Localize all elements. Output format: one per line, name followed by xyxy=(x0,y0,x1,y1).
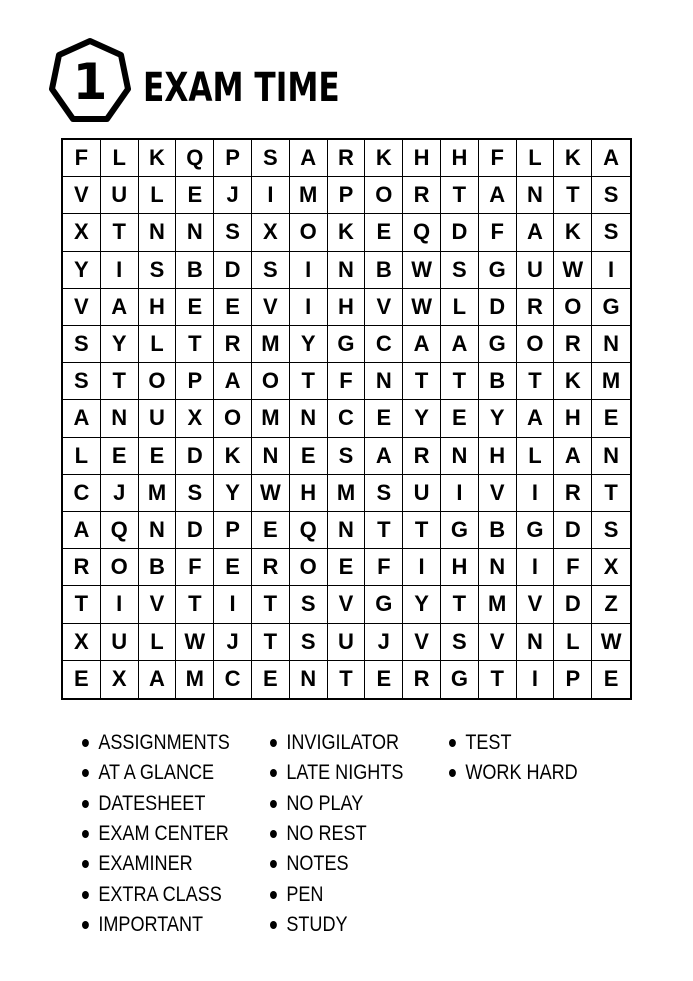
grid-cell[interactable]: T xyxy=(63,586,101,623)
grid-cell[interactable]: R xyxy=(554,326,592,363)
grid-cell[interactable]: J xyxy=(214,624,252,661)
grid-cell[interactable]: N xyxy=(592,326,630,363)
grid-cell[interactable]: E xyxy=(290,438,328,475)
grid-cell[interactable]: R xyxy=(328,140,366,177)
grid-cell[interactable]: N xyxy=(517,624,555,661)
word-label: INVIGILATOR xyxy=(286,731,400,755)
word-list-item xyxy=(82,728,230,758)
grid-cell[interactable]: A xyxy=(139,661,177,698)
grid-cell[interactable]: A xyxy=(365,438,403,475)
grid-cell[interactable]: S xyxy=(441,624,479,661)
grid-cell[interactable]: V xyxy=(479,475,517,512)
grid-cell[interactable]: N xyxy=(441,438,479,475)
grid-cell[interactable]: A xyxy=(214,363,252,400)
grid-cell[interactable]: F xyxy=(479,214,517,251)
grid-cell[interactable]: Q xyxy=(101,512,139,549)
grid-cell[interactable]: E xyxy=(328,549,366,586)
bullet-icon xyxy=(82,860,89,868)
grid-cell[interactable]: E xyxy=(214,289,252,326)
grid-cell[interactable]: I xyxy=(214,586,252,623)
grid-cell[interactable]: N xyxy=(101,400,139,437)
bullet-icon xyxy=(270,921,277,929)
grid-cell[interactable]: X xyxy=(101,661,139,698)
bullet-icon xyxy=(449,739,456,747)
grid-cell[interactable]: I xyxy=(290,252,328,289)
grid-cell[interactable]: D xyxy=(176,512,214,549)
grid-cell[interactable]: W xyxy=(403,289,441,326)
grid-cell[interactable]: L xyxy=(139,624,177,661)
grid-cell[interactable]: U xyxy=(139,400,177,437)
grid-cell[interactable]: Q xyxy=(290,512,328,549)
grid-cell[interactable]: F xyxy=(328,363,366,400)
grid-cell[interactable]: R xyxy=(252,549,290,586)
grid-cell[interactable]: N xyxy=(139,214,177,251)
grid-cell[interactable]: S xyxy=(365,475,403,512)
grid-cell[interactable]: I xyxy=(403,549,441,586)
grid-cell[interactable]: M xyxy=(252,400,290,437)
grid-cell[interactable]: N xyxy=(139,512,177,549)
grid-cell[interactable]: A xyxy=(517,400,555,437)
grid-cell[interactable]: N xyxy=(290,400,328,437)
grid-cell[interactable]: Q xyxy=(403,214,441,251)
grid-cell[interactable]: D xyxy=(554,586,592,623)
grid-cell[interactable]: S xyxy=(328,438,366,475)
word-list-item xyxy=(270,819,403,849)
grid-cell[interactable]: K xyxy=(554,140,592,177)
grid-cell[interactable]: T xyxy=(441,586,479,623)
grid-cell[interactable]: E xyxy=(63,661,101,698)
grid-cell[interactable]: A xyxy=(479,177,517,214)
word-label: PEN xyxy=(286,882,324,906)
grid-cell[interactable]: N xyxy=(365,363,403,400)
grid-cell[interactable]: I xyxy=(290,289,328,326)
grid-cell[interactable]: H xyxy=(139,289,177,326)
grid-cell[interactable]: X xyxy=(63,624,101,661)
grid-cell[interactable]: G xyxy=(365,586,403,623)
word-list-item xyxy=(270,728,403,758)
grid-cell[interactable]: T xyxy=(101,363,139,400)
grid-cell[interactable]: I xyxy=(517,549,555,586)
grid-cell[interactable]: T xyxy=(252,586,290,623)
grid-cell[interactable]: E xyxy=(441,400,479,437)
grid-cell[interactable]: O xyxy=(252,363,290,400)
grid-cell[interactable]: R xyxy=(63,549,101,586)
grid-cell[interactable]: T xyxy=(101,214,139,251)
grid-cell[interactable]: F xyxy=(365,549,403,586)
grid-cell[interactable]: E xyxy=(176,177,214,214)
grid-cell[interactable]: R xyxy=(403,177,441,214)
grid-cell[interactable]: M xyxy=(176,661,214,698)
grid-cell[interactable]: M xyxy=(252,326,290,363)
grid-cell[interactable]: L xyxy=(139,326,177,363)
grid-cell[interactable]: N xyxy=(328,512,366,549)
grid-cell[interactable]: W xyxy=(176,624,214,661)
grid-cell[interactable]: E xyxy=(139,438,177,475)
grid-cell[interactable]: O xyxy=(101,549,139,586)
word-label: NO REST xyxy=(286,822,367,846)
grid-cell[interactable]: S xyxy=(139,252,177,289)
grid-cell[interactable]: I xyxy=(101,586,139,623)
grid-cell[interactable]: H xyxy=(403,140,441,177)
grid-cell[interactable]: N xyxy=(479,549,517,586)
grid-cell[interactable]: G xyxy=(479,326,517,363)
word-label: EXAM CENTER xyxy=(98,822,229,846)
grid-cell[interactable]: S xyxy=(63,363,101,400)
grid-cell[interactable]: T xyxy=(517,363,555,400)
grid-cell[interactable]: M xyxy=(328,475,366,512)
grid-cell[interactable]: A xyxy=(403,326,441,363)
grid-cell[interactable]: V xyxy=(252,289,290,326)
grid-cell[interactable]: N xyxy=(517,177,555,214)
grid-cell[interactable]: H xyxy=(441,140,479,177)
word-label: LATE NIGHTS xyxy=(286,761,404,785)
grid-cell[interactable]: H xyxy=(328,289,366,326)
grid-cell[interactable]: Y xyxy=(290,326,328,363)
grid-cell[interactable]: S xyxy=(214,214,252,251)
grid-cell[interactable]: U xyxy=(403,475,441,512)
grid-cell[interactable]: F xyxy=(479,140,517,177)
grid-cell[interactable]: A xyxy=(441,326,479,363)
grid-cell[interactable]: U xyxy=(101,177,139,214)
grid-cell[interactable]: H xyxy=(441,549,479,586)
grid-cell[interactable]: Y xyxy=(214,475,252,512)
grid-cell[interactable]: N xyxy=(252,438,290,475)
grid-cell[interactable]: N xyxy=(176,214,214,251)
grid-cell[interactable]: F xyxy=(176,549,214,586)
word-list-item xyxy=(82,849,230,879)
bullet-icon xyxy=(270,739,277,747)
word-list-column-3 xyxy=(449,728,599,789)
grid-cell[interactable]: E xyxy=(176,289,214,326)
grid-cell[interactable]: D xyxy=(441,214,479,251)
grid-cell[interactable]: V xyxy=(365,289,403,326)
grid-cell[interactable]: S xyxy=(290,586,328,623)
grid-cell[interactable]: G xyxy=(441,512,479,549)
grid-cell[interactable]: T xyxy=(176,326,214,363)
word-label: ASSIGNMENTS xyxy=(98,731,230,755)
grid-cell[interactable]: T xyxy=(365,512,403,549)
grid-cell[interactable]: H xyxy=(290,475,328,512)
grid-cell[interactable]: N xyxy=(328,252,366,289)
grid-cell[interactable]: Z xyxy=(592,586,630,623)
grid-cell[interactable]: Y xyxy=(101,326,139,363)
bullet-icon xyxy=(270,800,277,808)
grid-cell[interactable]: K xyxy=(328,214,366,251)
grid-cell[interactable]: G xyxy=(441,661,479,698)
grid-cell[interactable]: W xyxy=(592,624,630,661)
grid-cell[interactable]: X xyxy=(592,549,630,586)
grid-cell[interactable]: F xyxy=(554,549,592,586)
grid-cell[interactable]: E xyxy=(365,214,403,251)
grid-cell[interactable]: D xyxy=(176,438,214,475)
grid-cell[interactable]: R xyxy=(554,475,592,512)
grid-cell[interactable]: E xyxy=(592,400,630,437)
grid-cell[interactable]: M xyxy=(479,586,517,623)
grid-cell[interactable]: K xyxy=(365,140,403,177)
grid-cell[interactable]: G xyxy=(328,326,366,363)
grid-cell[interactable]: M xyxy=(290,177,328,214)
word-label: EXAMINER xyxy=(98,852,193,876)
grid-cell[interactable]: T xyxy=(328,661,366,698)
grid-cell[interactable]: S xyxy=(63,326,101,363)
word-list-item xyxy=(82,789,230,819)
word-list-item xyxy=(270,879,403,909)
word-label: NOTES xyxy=(286,852,349,876)
bullet-icon xyxy=(82,769,89,777)
grid-cell[interactable]: A xyxy=(517,214,555,251)
word-label: IMPORTANT xyxy=(98,912,204,936)
grid-cell[interactable]: I xyxy=(101,252,139,289)
grid-cell[interactable]: G xyxy=(592,289,630,326)
grid-cell[interactable]: J xyxy=(101,475,139,512)
grid-cell[interactable]: Y xyxy=(403,586,441,623)
word-list-item xyxy=(449,728,578,758)
grid-cell[interactable]: E xyxy=(365,400,403,437)
grid-cell[interactable]: O xyxy=(290,549,328,586)
grid-cell[interactable]: S xyxy=(290,624,328,661)
grid-cell[interactable]: A xyxy=(63,400,101,437)
grid-cell[interactable]: B xyxy=(176,252,214,289)
word-list-column-1 xyxy=(82,728,254,940)
grid-cell[interactable]: V xyxy=(479,624,517,661)
grid-cell[interactable]: Y xyxy=(403,400,441,437)
grid-cell[interactable]: O xyxy=(214,400,252,437)
grid-cell[interactable]: L xyxy=(554,624,592,661)
puzzle-number-badge xyxy=(49,37,131,127)
grid-cell[interactable]: T xyxy=(479,661,517,698)
word-list-item xyxy=(82,819,230,849)
grid-cell[interactable]: L xyxy=(63,438,101,475)
grid-cell[interactable]: P xyxy=(554,661,592,698)
grid-cell[interactable]: S xyxy=(176,475,214,512)
grid-cell[interactable]: O xyxy=(365,177,403,214)
grid-cell[interactable]: I xyxy=(252,177,290,214)
grid-cell[interactable]: T xyxy=(403,512,441,549)
grid-cell[interactable]: R xyxy=(517,289,555,326)
grid-cell[interactable]: E xyxy=(101,438,139,475)
word-list-item xyxy=(270,910,403,940)
grid-cell[interactable]: N xyxy=(290,661,328,698)
grid-cell[interactable]: C xyxy=(214,661,252,698)
grid-cell[interactable]: R xyxy=(403,438,441,475)
grid-cell[interactable]: F xyxy=(63,140,101,177)
grid-cell[interactable]: E xyxy=(603,666,619,692)
word-list-item xyxy=(82,879,230,909)
grid-cell[interactable]: B xyxy=(365,252,403,289)
grid-cell[interactable]: X xyxy=(63,214,101,251)
grid-cell[interactable]: X xyxy=(252,214,290,251)
word-list-item xyxy=(82,910,230,940)
grid-cell[interactable]: G xyxy=(479,252,517,289)
word-label: TEST xyxy=(465,731,512,755)
grid-cell[interactable]: B xyxy=(139,549,177,586)
bullet-icon xyxy=(270,891,277,899)
grid-cell[interactable]: C xyxy=(328,400,366,437)
grid-cell[interactable]: A xyxy=(101,289,139,326)
grid-cell[interactable]: V xyxy=(517,586,555,623)
grid-cell[interactable]: W xyxy=(554,252,592,289)
bullet-icon xyxy=(449,769,456,777)
word-list-item xyxy=(270,758,403,788)
grid-cell[interactable]: W xyxy=(252,475,290,512)
puzzle-title: EXAM TIME xyxy=(143,65,340,111)
grid-cell[interactable]: P xyxy=(214,512,252,549)
grid-cell[interactable]: I xyxy=(592,252,630,289)
grid-cell[interactable]: T xyxy=(252,624,290,661)
word-list-item xyxy=(270,849,403,879)
grid-cell[interactable]: E xyxy=(214,549,252,586)
grid-cell[interactable]: O xyxy=(517,326,555,363)
bullet-icon xyxy=(82,830,89,838)
grid-cell[interactable]: V xyxy=(403,624,441,661)
grid-cell[interactable]: K xyxy=(139,140,177,177)
puzzle-number: 1 xyxy=(72,53,108,111)
grid-cell[interactable]: P xyxy=(176,363,214,400)
bullet-icon xyxy=(270,769,277,777)
grid-cell[interactable]: B xyxy=(479,363,517,400)
word-label: AT A GLANCE xyxy=(98,761,215,785)
grid-cell[interactable]: V xyxy=(139,586,177,623)
bullet-icon xyxy=(270,830,277,838)
grid-cell[interactable]: J xyxy=(214,177,252,214)
bullet-icon xyxy=(82,800,89,808)
word-label: DATESHEET xyxy=(98,791,206,815)
grid-cell[interactable]: P xyxy=(328,177,366,214)
grid-cell[interactable]: N xyxy=(592,438,630,475)
grid-cell[interactable]: I xyxy=(441,475,479,512)
grid-cell[interactable]: C xyxy=(365,326,403,363)
grid-cell[interactable]: H xyxy=(554,400,592,437)
grid-cell[interactable]: O xyxy=(290,214,328,251)
word-search-grid xyxy=(61,138,632,700)
grid-cell[interactable]: D xyxy=(214,252,252,289)
grid-cell[interactable]: K xyxy=(214,438,252,475)
word-label: STUDY xyxy=(286,912,348,936)
grid-cell[interactable]: A xyxy=(592,140,630,177)
grid-cell[interactable]: K xyxy=(554,363,592,400)
grid-cell[interactable]: S xyxy=(592,177,630,214)
grid-cell[interactable]: A xyxy=(290,140,328,177)
grid-cell[interactable]: E xyxy=(365,661,403,698)
grid-cell[interactable]: D xyxy=(479,289,517,326)
grid-cell[interactable]: E xyxy=(252,512,290,549)
grid-cell[interactable]: P xyxy=(214,140,252,177)
word-list-item xyxy=(270,789,403,819)
grid-cell[interactable]: L xyxy=(517,140,555,177)
grid-cell[interactable]: M xyxy=(139,475,177,512)
word-label: EXTRA CLASS xyxy=(98,882,222,906)
grid-cell[interactable]: T xyxy=(592,475,630,512)
grid-cell[interactable]: S xyxy=(592,214,630,251)
bullet-icon xyxy=(82,739,89,747)
grid-cell[interactable]: C xyxy=(63,475,101,512)
grid-cell[interactable]: Q xyxy=(176,140,214,177)
grid-cell[interactable]: Y xyxy=(479,400,517,437)
grid-cell[interactable]: T xyxy=(441,177,479,214)
bullet-icon xyxy=(82,921,89,929)
grid-cell[interactable]: A xyxy=(554,438,592,475)
grid-cell[interactable]: T xyxy=(554,177,592,214)
grid-cell[interactable]: O xyxy=(139,363,177,400)
word-label: NO PLAY xyxy=(286,791,364,815)
grid-cell[interactable]: G xyxy=(517,512,555,549)
grid-cell[interactable]: S xyxy=(592,512,630,549)
grid-cell[interactable]: S xyxy=(252,252,290,289)
grid-cell[interactable]: D xyxy=(554,512,592,549)
grid-cell[interactable]: H xyxy=(479,438,517,475)
grid-cell[interactable]: W xyxy=(403,252,441,289)
grid-cell[interactable]: I xyxy=(517,661,555,698)
grid-cell[interactable]: V xyxy=(328,586,366,623)
grid-cell[interactable]: R xyxy=(403,661,441,698)
grid-cell[interactable]: A xyxy=(63,512,101,549)
grid-cell[interactable]: T xyxy=(403,363,441,400)
grid-cell[interactable]: T xyxy=(290,363,328,400)
grid-cell[interactable]: R xyxy=(214,326,252,363)
grid-cell[interactable]: E xyxy=(252,661,290,698)
grid-cell[interactable]: K xyxy=(554,214,592,251)
word-list-column-2 xyxy=(270,728,425,940)
grid-cell[interactable]: L xyxy=(101,140,139,177)
grid-cell[interactable]: I xyxy=(517,475,555,512)
grid-cell[interactable]: O xyxy=(554,289,592,326)
word-label: WORK HARD xyxy=(465,761,578,785)
bullet-icon xyxy=(270,860,277,868)
grid-cell[interactable]: T xyxy=(441,363,479,400)
grid-cell[interactable]: S xyxy=(252,140,290,177)
bullet-icon xyxy=(82,891,89,899)
grid-cell[interactable]: S xyxy=(441,252,479,289)
grid-cell[interactable]: U xyxy=(101,624,139,661)
grid-cell[interactable]: U xyxy=(517,252,555,289)
grid-cell[interactable]: M xyxy=(592,363,630,400)
grid-cell[interactable]: U xyxy=(328,624,366,661)
grid-cell[interactable]: L xyxy=(139,177,177,214)
grid-cell[interactable]: Y xyxy=(63,252,101,289)
word-list-item xyxy=(82,758,230,788)
grid-cell[interactable]: L xyxy=(517,438,555,475)
word-list-item xyxy=(449,758,578,788)
grid-cell[interactable]: X xyxy=(176,400,214,437)
grid-cell[interactable]: B xyxy=(479,512,517,549)
grid-cell[interactable]: J xyxy=(365,624,403,661)
grid-cell[interactable]: L xyxy=(441,289,479,326)
grid-cell[interactable]: V xyxy=(63,289,101,326)
grid-cell[interactable]: V xyxy=(63,177,101,214)
grid-cell[interactable]: T xyxy=(176,586,214,623)
